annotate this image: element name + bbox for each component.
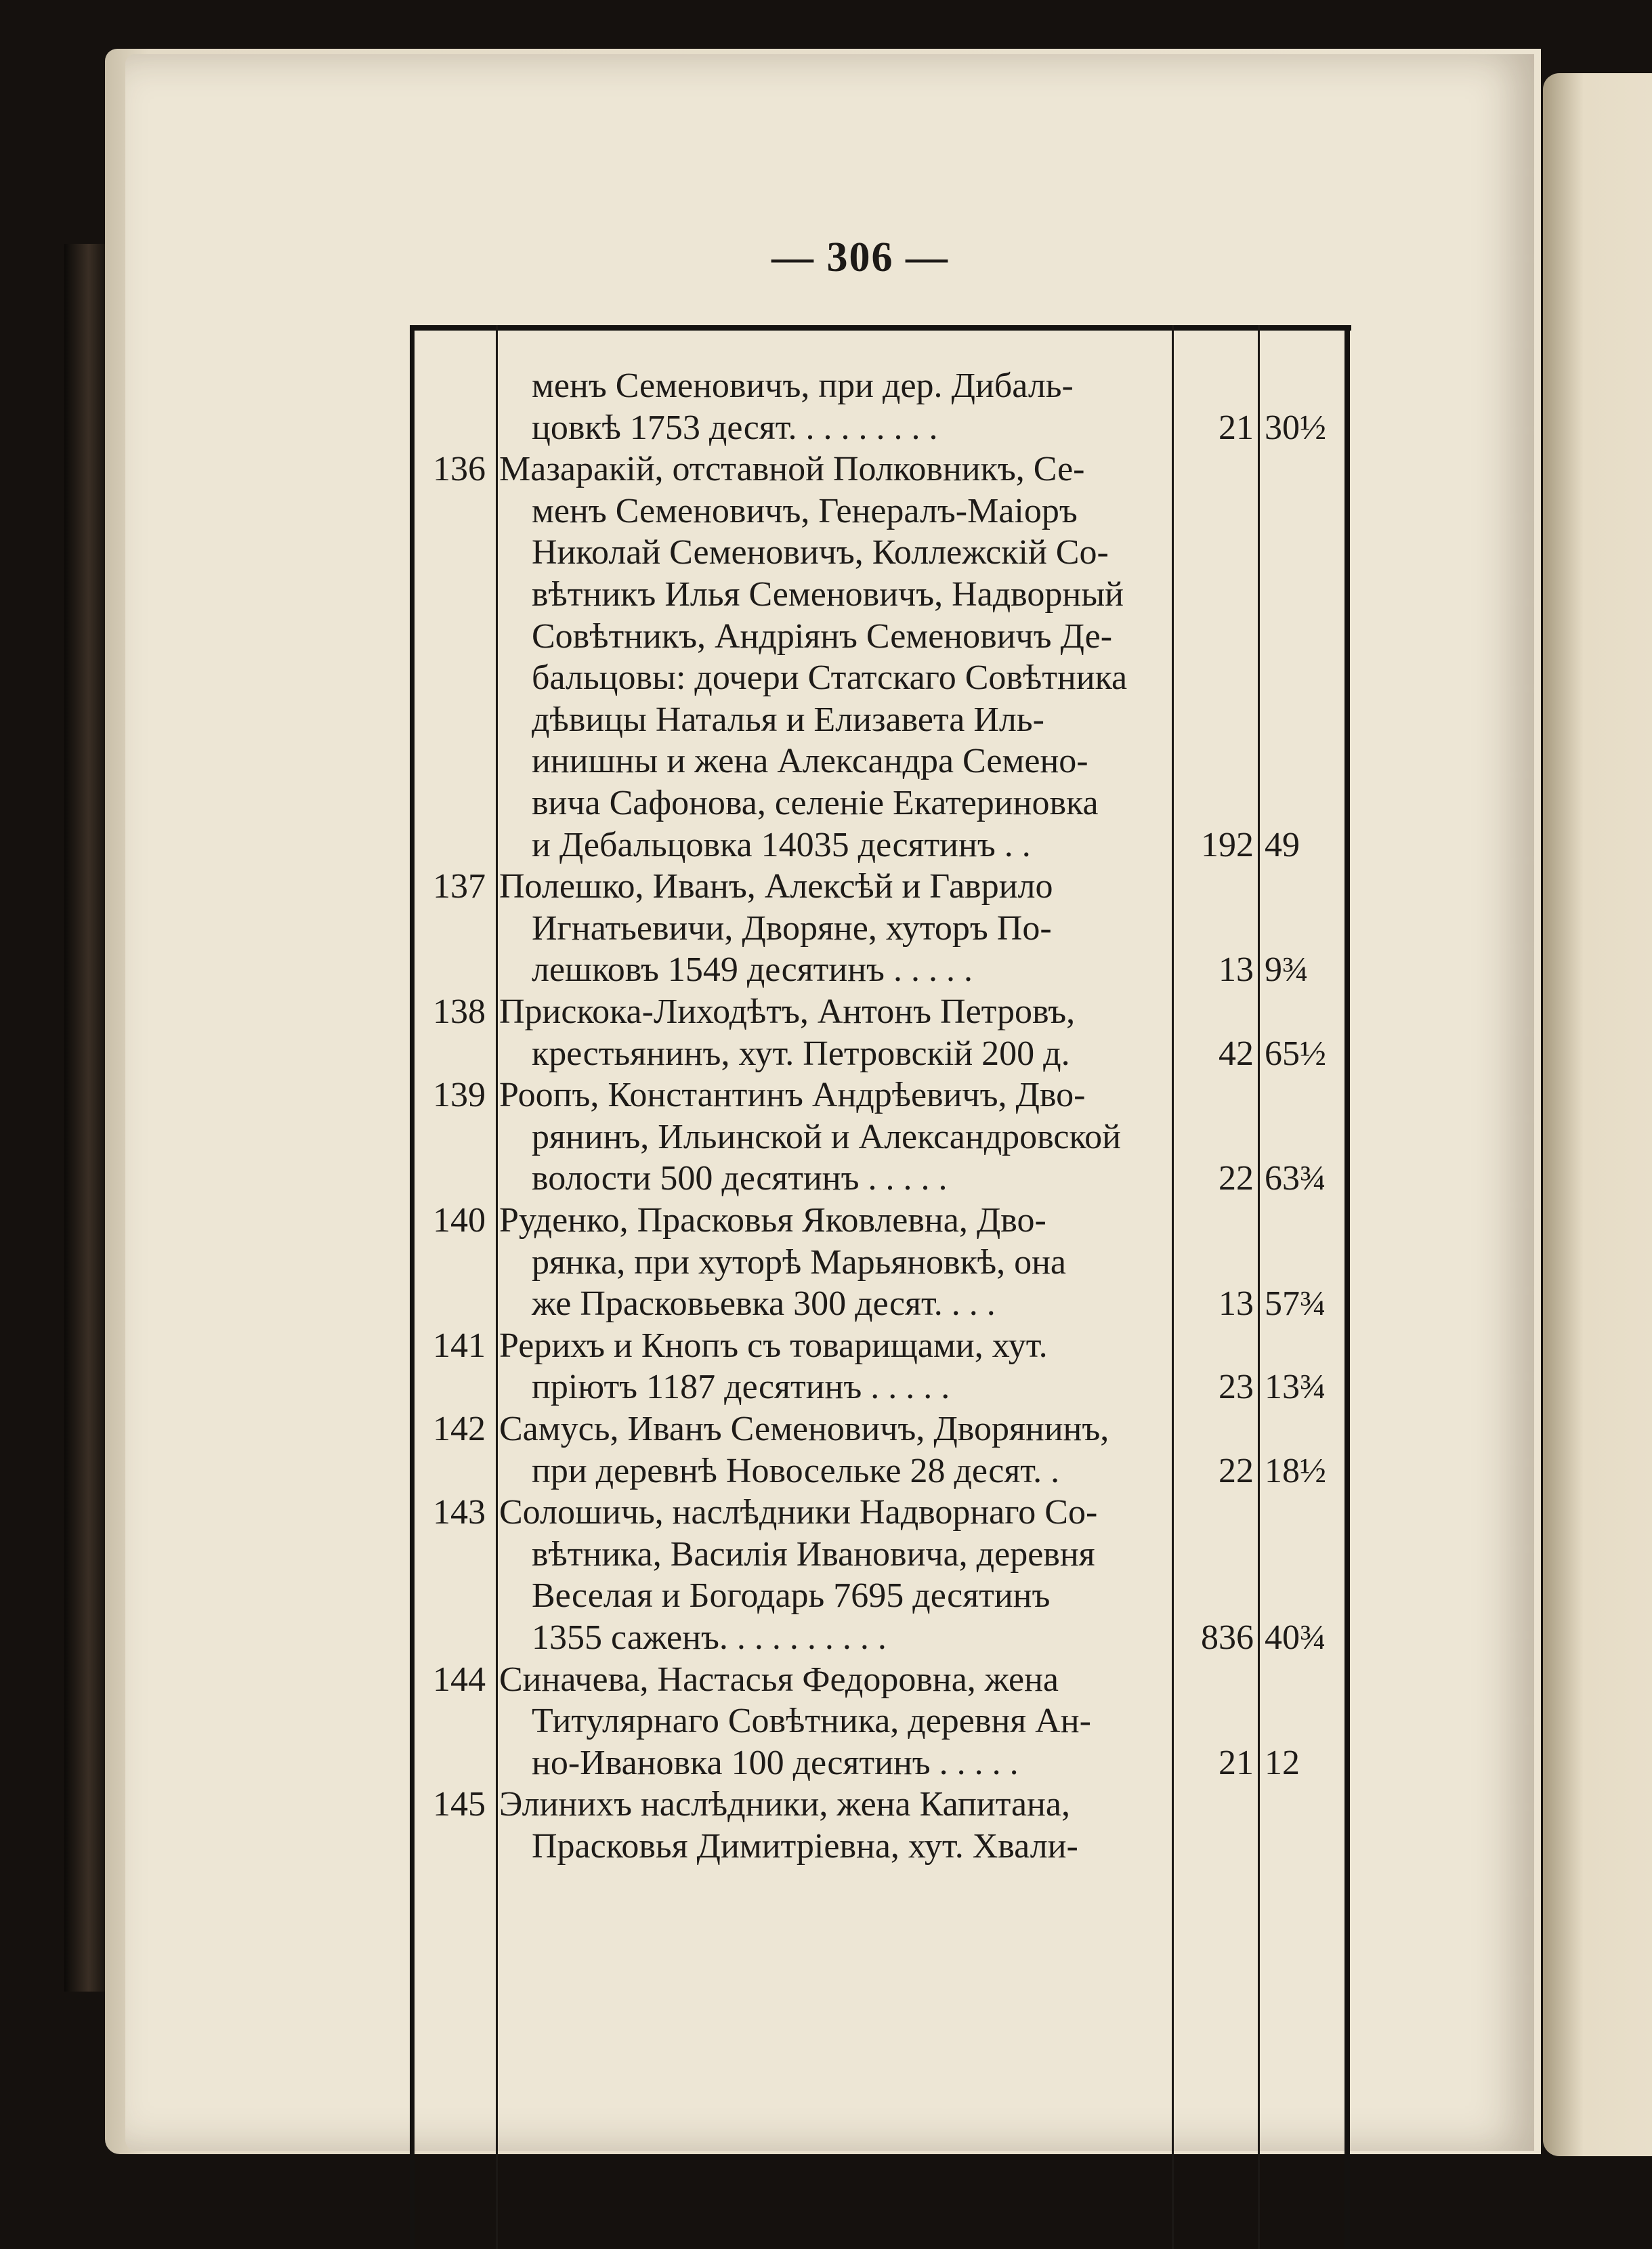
entry-text: вѣтника, Василія Ивановича, деревня: [532, 1534, 1095, 1574]
entry-text: Веселая и Богодарь 7695 десятинъ: [532, 1576, 1051, 1616]
entry-text: Прасковья Димитріевна, хут. Хвали-: [532, 1827, 1078, 1866]
entry-number: 139: [433, 1076, 486, 1115]
entry-number: 141: [433, 1326, 486, 1365]
table-line: [410, 1658, 1351, 1702]
table-line: [410, 865, 1351, 908]
table-line: [410, 907, 1351, 950]
entry-number: 136: [433, 450, 486, 489]
table-line: [410, 615, 1351, 658]
amount-rubles: 21: [1219, 1743, 1254, 1782]
table-line: [410, 1742, 1351, 1785]
entry-text: волости 500 десятинъ . . . . .: [532, 1159, 948, 1198]
table-line: [410, 531, 1351, 574]
table-line: [410, 1700, 1351, 1743]
table-line: [410, 1116, 1351, 1159]
table-line: [410, 1157, 1351, 1200]
amount-kopecks: 9¾: [1265, 950, 1309, 990]
amount-rubles: 22: [1219, 1159, 1254, 1198]
table-line: [410, 1783, 1351, 1826]
amount-kopecks: 65½: [1265, 1034, 1326, 1073]
entry-text: рянка, при хуторѣ Марьяновкѣ, она: [532, 1242, 1066, 1282]
entry-text: пріютъ 1187 десятинъ . . . . .: [532, 1368, 950, 1407]
amount-rubles: 22: [1219, 1451, 1254, 1490]
table-line: [410, 782, 1351, 825]
entry-number: 144: [433, 1660, 486, 1699]
table-line: [410, 1825, 1351, 1868]
entry-text: менъ Семеновичъ, Генералъ-Маіоръ: [532, 491, 1078, 530]
entry-text: Титулярнаго Совѣтника, деревня Ан-: [532, 1702, 1091, 1741]
entry-text: Николай Семеновичъ, Коллежскій Со-: [532, 533, 1109, 572]
entry-text: Элиниxъ наслѣдники, жена Капитана,: [499, 1785, 1070, 1824]
table-line: [410, 1616, 1351, 1660]
entry-text: Синачева, Настасья Федоровна, жена: [499, 1660, 1059, 1699]
table-line: [410, 656, 1351, 700]
table-line: [410, 364, 1351, 408]
table-line: [410, 948, 1351, 992]
table-line: [410, 824, 1351, 867]
entry-text: 1355 саженъ. . . . . . . . . .: [532, 1618, 887, 1657]
table-line: [410, 573, 1351, 616]
entry-text: рянинъ, Ильинской и Александровской: [532, 1117, 1121, 1156]
table-line: [410, 698, 1351, 742]
table-line: [410, 740, 1351, 783]
entry-number: 138: [433, 992, 486, 1031]
table-line: [410, 1241, 1351, 1284]
entry-text: Прискока-Лиходѣтъ, Антонъ Петровъ,: [499, 992, 1076, 1031]
table-line: [410, 1032, 1351, 1076]
table-top-border: [410, 325, 1351, 331]
amount-kopecks: 40¾: [1265, 1618, 1326, 1657]
amount-kopecks: 57¾: [1265, 1284, 1326, 1324]
entry-text: Рерихъ и Кнопъ съ товарищами, хут.: [499, 1326, 1048, 1365]
table-line: [410, 406, 1351, 450]
amount-kopecks: 63¾: [1265, 1159, 1326, 1198]
amount-rubles: 21: [1219, 408, 1254, 447]
entry-text: Самусь, Иванъ Семеновичъ, Дворянинъ,: [499, 1410, 1109, 1448]
table-line: [410, 1074, 1351, 1117]
amount-rubles: 192: [1201, 825, 1254, 864]
entry-text: цовкѣ 1753 десят. . . . . . . . .: [532, 408, 938, 447]
table-line: [410, 990, 1351, 1034]
table-line: [410, 1199, 1351, 1242]
entry-text: но-Ивановка 100 десятинъ . . . . .: [532, 1743, 1019, 1782]
amount-kopecks: 30½: [1265, 408, 1326, 447]
entry-text: менъ Семеновичъ, при дер. Дибаль-: [532, 366, 1074, 405]
entry-text: Мазаракій, отставной Полковникъ, Се-: [499, 450, 1085, 489]
entry-text: Роопъ, Константинъ Андрѣевичъ, Дво-: [499, 1076, 1086, 1115]
entry-text: и Дебальцовка 14035 десятинъ . .: [532, 825, 1031, 864]
entry-text: Полешко, Иванъ, Алексѣй и Гаврило: [499, 867, 1053, 906]
entry-text: вича Сафонова, селеніе Екатериновка: [532, 784, 1099, 822]
entry-text: дѣвицы Наталья и Елизавета Иль-: [532, 700, 1044, 739]
entry-number: 140: [433, 1201, 486, 1240]
landowner-table: [410, 325, 1351, 2249]
entry-text: же Прасковьевка 300 десят. . . .: [532, 1284, 996, 1324]
entry-text: Совѣтникъ, Андріянъ Семеновичъ Де-: [532, 616, 1113, 656]
table-line: [410, 1533, 1351, 1576]
amount-kopecks: 13¾: [1265, 1368, 1326, 1407]
entry-number: 137: [433, 867, 486, 906]
amount-kopecks: 12: [1265, 1743, 1300, 1782]
table-line: [410, 1450, 1351, 1493]
amount-rubles: 836: [1201, 1618, 1254, 1657]
entry-text: Игнатьевичи, Дворяне, хуторъ По-: [532, 908, 1052, 948]
amount-kopecks: 49: [1265, 825, 1300, 864]
entry-number: 142: [433, 1410, 486, 1448]
table-line: [410, 448, 1351, 491]
entry-text: вѣтникъ Илья Семеновичъ, Надворный: [532, 575, 1124, 614]
book-spine-edge: [64, 244, 105, 1992]
entry-text: Солошичь, наслѣдники Надворнаго Со-: [499, 1493, 1098, 1532]
entry-number: 145: [433, 1785, 486, 1824]
page-number: — 306 —: [771, 234, 949, 280]
table-line: [410, 1324, 1351, 1368]
entry-number: 143: [433, 1493, 486, 1532]
table-line: [410, 1491, 1351, 1534]
amount-rubles: 42: [1219, 1034, 1254, 1073]
entry-text: бальцовы: дочери Статскаго Совѣтника: [532, 658, 1128, 698]
amount-kopecks: 18½: [1265, 1451, 1326, 1490]
amount-rubles: 13: [1219, 1284, 1254, 1324]
table-line: [410, 1408, 1351, 1451]
table-line: [410, 1282, 1351, 1326]
table-line: [410, 1574, 1351, 1618]
amount-rubles: 23: [1219, 1368, 1254, 1407]
table-line: [410, 1366, 1351, 1409]
entry-text: крестьянинъ, хут. Петровскій 200 д.: [532, 1034, 1070, 1073]
entry-text: инишны и жена Александра Семено-: [532, 742, 1088, 781]
entry-text: при деревнѣ Новосельке 28 десят. .: [532, 1451, 1060, 1490]
entry-text: лешковъ 1549 десятинъ . . . . .: [532, 950, 973, 990]
amount-rubles: 13: [1219, 950, 1254, 990]
table-line: [410, 490, 1351, 533]
entry-text: Руденко, Прасковья Яковлевна, Дво-: [499, 1201, 1046, 1240]
facing-page-edge: [1543, 73, 1652, 2156]
